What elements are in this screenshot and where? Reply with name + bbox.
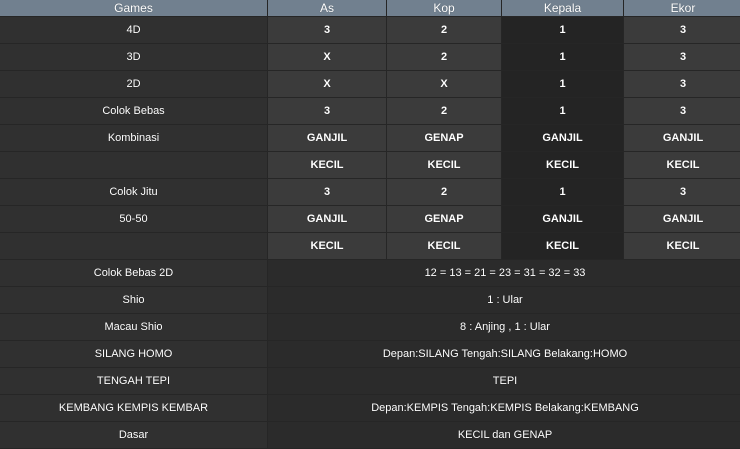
game-name <box>0 233 267 259</box>
game-name: Shio <box>0 287 267 313</box>
value-kop: 2 <box>387 17 501 43</box>
value-kop: GENAP <box>387 125 501 151</box>
header-as: As <box>268 0 386 16</box>
game-name: KEMBANG KEMPIS KEMBAR <box>0 395 267 421</box>
game-name: Colok Bebas <box>0 98 267 124</box>
value-kepala: KECIL <box>502 152 623 178</box>
value-kop: 2 <box>387 98 501 124</box>
value-kepala: 1 <box>502 98 623 124</box>
result-value: 12 = 13 = 21 = 23 = 31 = 32 = 33 <box>268 260 740 286</box>
header-ekor: Ekor <box>624 0 740 16</box>
result-value: Depan:KEMPIS Tengah:KEMPIS Belakang:KEMBANG <box>268 395 740 421</box>
value-ekor: KECIL <box>624 233 740 259</box>
value-ekor: GANJIL <box>624 206 740 232</box>
game-name: Colok Bebas 2D <box>0 260 267 286</box>
value-kop: KECIL <box>387 233 501 259</box>
value-ekor: 3 <box>624 98 740 124</box>
value-ekor: 3 <box>624 44 740 70</box>
value-as: 3 <box>268 17 386 43</box>
game-name <box>0 152 267 178</box>
game-name: Colok Jitu <box>0 179 267 205</box>
value-as: 3 <box>268 179 386 205</box>
value-kepala: GANJIL <box>502 206 623 232</box>
value-kepala: 1 <box>502 17 623 43</box>
result-value: 1 : Ular <box>268 287 740 313</box>
result-value: 8 : Anjing , 1 : Ular <box>268 314 740 340</box>
header-games: Games <box>0 0 267 16</box>
game-name: Macau Shio <box>0 314 267 340</box>
result-value: TEPI <box>268 368 740 394</box>
game-name: 4D <box>0 17 267 43</box>
value-kepala: 1 <box>502 179 623 205</box>
value-ekor: 3 <box>624 17 740 43</box>
game-name: 50-50 <box>0 206 267 232</box>
value-ekor: GANJIL <box>624 125 740 151</box>
game-name: SILANG HOMO <box>0 341 267 367</box>
game-name: 3D <box>0 44 267 70</box>
result-value: KECIL dan GENAP <box>268 422 740 448</box>
value-kepala: GANJIL <box>502 125 623 151</box>
value-kop: GENAP <box>387 206 501 232</box>
header-kop: Kop <box>387 0 501 16</box>
value-as: X <box>268 71 386 97</box>
value-as: KECIL <box>268 233 386 259</box>
value-kepala: 1 <box>502 71 623 97</box>
value-ekor: 3 <box>624 179 740 205</box>
result-value: Depan:SILANG Tengah:SILANG Belakang:HOMO <box>268 341 740 367</box>
game-name: Dasar <box>0 422 267 448</box>
value-kepala: KECIL <box>502 233 623 259</box>
game-name: 2D <box>0 71 267 97</box>
value-kop: 2 <box>387 44 501 70</box>
value-as: GANJIL <box>268 206 386 232</box>
game-name: TENGAH TEPI <box>0 368 267 394</box>
value-ekor: KECIL <box>624 152 740 178</box>
value-as: X <box>268 44 386 70</box>
value-kop: 2 <box>387 179 501 205</box>
value-kop: KECIL <box>387 152 501 178</box>
value-ekor: 3 <box>624 71 740 97</box>
value-as: GANJIL <box>268 125 386 151</box>
value-kepala: 1 <box>502 44 623 70</box>
value-as: KECIL <box>268 152 386 178</box>
header-kepala: Kepala <box>502 0 623 16</box>
game-name: Kombinasi <box>0 125 267 151</box>
value-kop: X <box>387 71 501 97</box>
value-as: 3 <box>268 98 386 124</box>
